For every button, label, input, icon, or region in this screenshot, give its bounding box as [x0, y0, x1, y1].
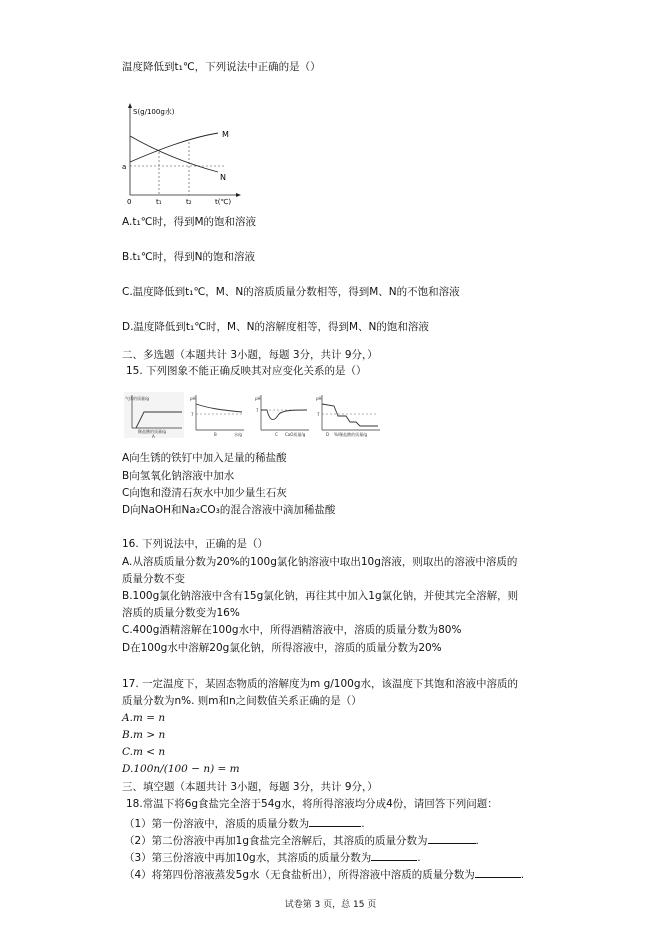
q15-b-tag: B	[214, 432, 217, 437]
q15-d-tag: D	[326, 432, 330, 437]
q15-a-ylabel: 气体的质量/g	[125, 396, 149, 401]
q14-option-a: A.t₁℃时，得到M的饱和溶液	[122, 216, 257, 228]
q15-a-xlabel: 稀盐酸的质量/g	[138, 429, 166, 434]
page-footer: 试卷第 3 页，总 15 页	[284, 900, 377, 910]
q15-stem: 15. 下列图象不能正确反映其对应变化关系的是（）	[126, 365, 367, 377]
section2-heading: 二、多选题（本题共计 3小题，每题 3分，共计 9分，）	[122, 349, 378, 361]
section3-heading: 三、填空题（本题共计 3小题，每题 3分，共计 9分，）	[122, 781, 378, 793]
curve-n	[130, 136, 218, 172]
q16-option-a-line1: A.从溶质质量分数为20%的100g氯化钠溶液中取出10g溶液，则取出的溶液中溶质的	[122, 556, 518, 568]
q17-option-a: A.m = n	[122, 712, 166, 724]
q15-a-tag: A	[152, 434, 155, 438]
curve-m-label: M	[222, 130, 229, 139]
q15-c-ylabel: pH	[255, 396, 261, 401]
q17-stem-line2: 质量分数为n%. 则m和n之间数值关系正确的是（）	[122, 695, 362, 707]
q16-option-d: D在100g水中溶解20g氯化钠，所得溶液中，溶质的质量分数为20%	[122, 642, 442, 654]
q18-part2-end: .	[475, 835, 479, 847]
q15-b-val: 7	[191, 412, 194, 417]
q18-part3-end: .	[417, 852, 421, 864]
q15-option-c: C向饱和澄清石灰水中加少量生石灰	[122, 487, 287, 499]
q17-stem-line1: 17. 一定温度下，某固态物质的溶解度为m g/100g水，该温度下其饱和溶液中溶质的	[122, 678, 519, 690]
graph-origin: 0	[127, 198, 132, 206]
q15-graph-b	[190, 392, 246, 438]
graph-a-label: a	[122, 163, 127, 171]
q15-option-d: D向NaOH和Na₂CO₃的混合溶液中滴加稀盐酸	[122, 504, 336, 516]
q15-b-ylabel: pH	[190, 396, 196, 401]
q15-d-ylabel: pH	[316, 396, 322, 401]
q18-part3-text: （3）第三份溶液中再加10g水，其溶质的质量分数为	[124, 852, 372, 864]
curve-n-label: N	[220, 173, 226, 182]
q18-part2-text: （2）第二份溶液中再加1g食盐完全溶解后，其溶质的质量分数为	[124, 835, 428, 847]
q15-graph-a	[124, 392, 184, 438]
q18-part1-end: .	[361, 818, 365, 830]
q18-part4-blank[interactable]	[475, 866, 521, 878]
q15-option-b: B向氢氧化钠溶液中加水	[122, 470, 235, 482]
q15-c-val: 7	[256, 408, 259, 413]
q14-option-c: C.温度降低到t₁℃，M、N的溶质质量分数相等，得到M、N的不饱和溶液	[122, 286, 460, 298]
graph-ylabel: S(g/100g水)	[133, 108, 175, 116]
q15-b-xlabel: 水/g	[234, 432, 242, 437]
q15-c-xlabel: CaO质量/g	[285, 432, 306, 437]
q17-option-c: C.m < n	[122, 746, 166, 758]
q18-part4	[124, 866, 524, 882]
q17-option-b: B.m > n	[122, 729, 166, 741]
q18-part2	[124, 832, 479, 848]
q15-d-val: 7	[317, 412, 320, 417]
q15-c-tag: C	[275, 432, 278, 437]
q18-part1-text: （1）第一份溶液中，溶质的质量分数为	[124, 818, 310, 830]
q15-d-xlabel: %/稀盐酸的质量/g	[334, 432, 368, 437]
q18-part1-blank[interactable]	[309, 815, 361, 827]
q18-part2-blank[interactable]	[428, 832, 476, 844]
q15-graph-c	[255, 392, 311, 438]
q18-part3	[124, 849, 421, 865]
q18-stem: 18.常温下将6g食盐完全溶于54g水，将所得溶液均分成4份，请回答下列问题：	[126, 798, 498, 810]
q18-part4-end: .	[520, 869, 525, 881]
q16-stem: 16. 下列说法中，正确的是（）	[122, 538, 269, 550]
q17-option-d: D.100n/(100 − n) = m	[122, 763, 240, 775]
graph-t2: t₂	[186, 198, 192, 206]
graph-xlabel: t(℃)	[215, 198, 232, 206]
q16-option-a-line2: 质量分数不变	[122, 573, 185, 585]
q14-option-d: D.温度降低到t₁℃时，M、N的溶解度相等，得到M、N的饱和溶液	[122, 321, 429, 333]
q16-option-c: C.400g酒精溶解在100g水中，所得酒精溶液中，溶质的质量分数为80%	[122, 624, 462, 636]
solubility-graph	[118, 100, 248, 208]
q14-stem: 温度降低到t₁℃，下列说法中正确的是（）	[122, 61, 321, 73]
q14-option-b: B.t₁℃时，得到N的饱和溶液	[122, 251, 256, 263]
q16-option-b-line2: 溶质的质量分数变为16%	[122, 607, 240, 619]
q15-option-a: A向生锈的铁钉中加入足量的稀盐酸	[122, 452, 287, 464]
graph-t1: t₁	[156, 198, 162, 206]
q18-part1	[124, 815, 365, 831]
q15-graph-d	[316, 392, 382, 438]
q16-option-b-line1: B.100g氯化钠溶液中含有15g氯化钠，再往其中加入1g氯化钠，并使其完全溶解，则	[122, 590, 519, 602]
q18-part3-blank[interactable]	[371, 849, 417, 861]
q18-part4-text: （4）将第四份溶液蒸发5g水（无食盐析出），所得溶液中溶质的质量分数为	[124, 869, 475, 881]
